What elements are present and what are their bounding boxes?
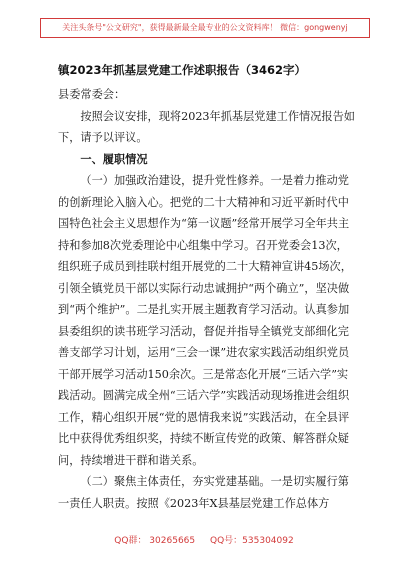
- paragraph-main-responsibility: （二）聚焦主体责任，夯实党建基础。一是切实履行第一责任人职责。按照《2023年X县基层党建工作总体方: [58, 475, 349, 510]
- footer-contact: [0, 533, 408, 546]
- document-title: 镇2023年抓基层党建工作述职报告（3462字）: [58, 63, 307, 77]
- footer-qq-group: QQ群： 30265665: [114, 536, 196, 546]
- salutation: 县委常委会：: [58, 88, 126, 101]
- footer-qq-number: QQ号：535304092: [210, 536, 294, 546]
- intro-paragraph: 按照会议安排，现将2023年抓基层党建工作情况报告如下，请予以评议。: [58, 109, 355, 144]
- top-banner: 关注头条号"公文研究"，获得最新最全最专业的公文资料库！ 微信：gongwenyj: [40, 18, 370, 38]
- document-body: [58, 84, 358, 514]
- paragraph-political-building: （一）加强政治建设，提升党性修养。一是着力推动党的创新理论入脑入心。把党的二十大精神和习近平新时代中国特色社会主义思想作为“第一议题”经常开展学习全年共主持和参加8次党委理论中心组集中学习。召开党委会13次，组织班子成员到挂联村组开展党的二十大精神宣讲45场次，引领全镇党员干部以实际行动忠诚拥护“两个确立”，坚决做到“两个维护”。二是扎实开展主题教育学习活动。认真参加县委组织的读书班学习活动，督促并指导全镇党支部细化完善支部学习计划，运用“三会一课”进农家实践活动组织党员干部开展学习活动150余次。三是常态化开展“三话六学”实践活动。圆满完成全州“三话六学”实践活动现场推进会组织工作，精心组织开展“党的恩情我来说”实践活动，在全县评比中获得优秀组织奖，持续不断宣传党的政策、解答群众疑问，持续增进干群和谐关系。: [58, 174, 352, 467]
- section-heading: 一、履职情况: [80, 152, 148, 166]
